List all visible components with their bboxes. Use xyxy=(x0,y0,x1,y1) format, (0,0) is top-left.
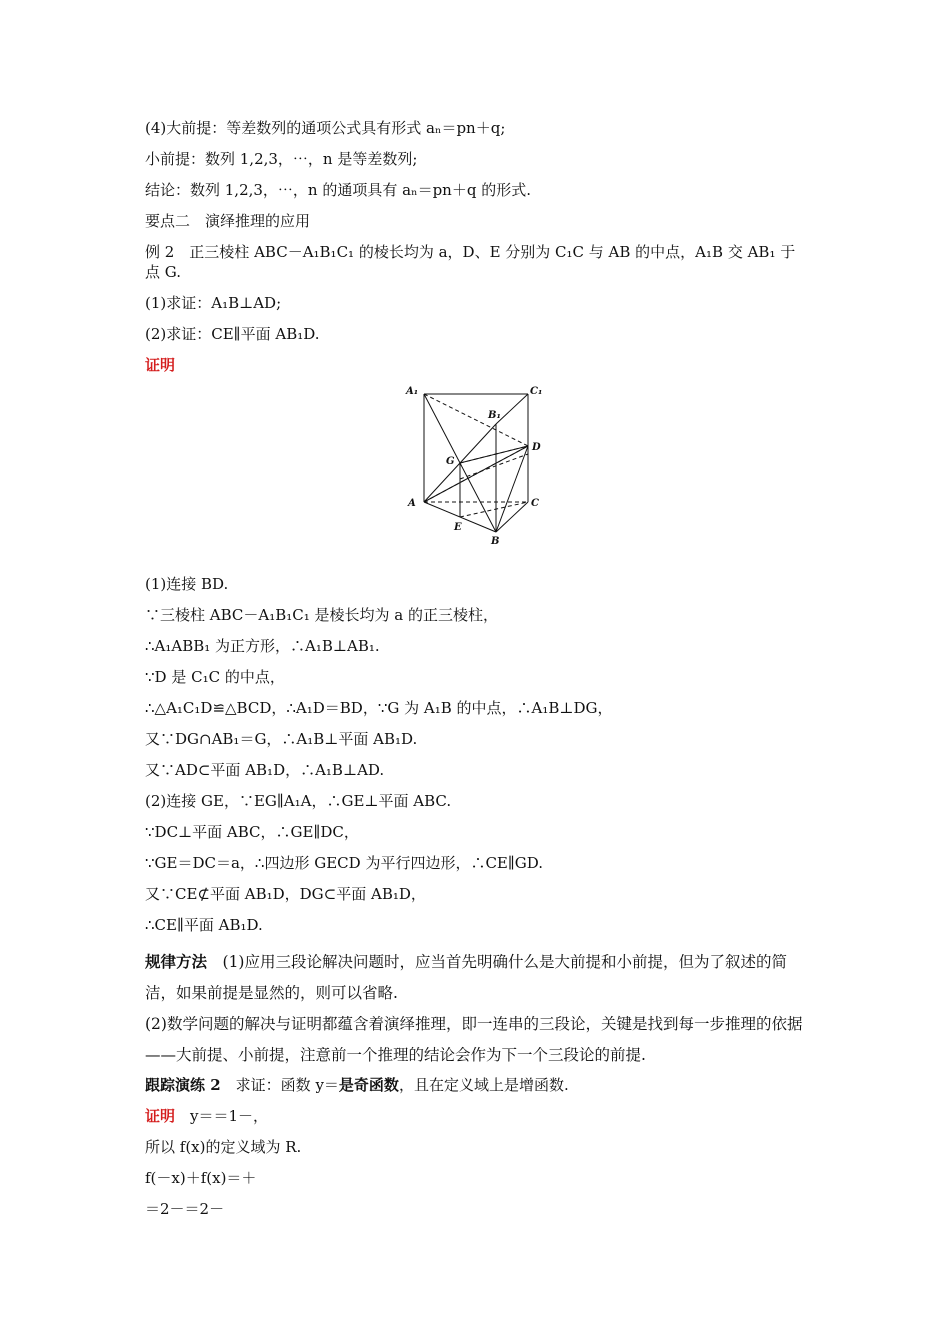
proof-line: ∵三棱柱 ABC－A₁B₁C₁ 是棱长均为 a 的正三棱柱， xyxy=(145,606,498,624)
proof-line: ∴CE∥平面 AB₁D. xyxy=(145,916,263,934)
task-1: (1)求证：A₁B⊥AD; xyxy=(145,294,282,312)
task-2: (2)求证：CE∥平面 AB₁D. xyxy=(145,325,320,343)
document-page xyxy=(145,118,810,1230)
proof-line: ∵GE＝DC＝a，∴四边形 GECD 为平行四边形，∴CE∥GD. xyxy=(145,854,544,872)
label-g: G xyxy=(446,456,455,467)
line-hidden-inner xyxy=(460,454,528,479)
prism-diagram xyxy=(400,384,560,552)
method-text-1: (1)应用三段论解决问题时，应当首先明确什么是大前提和小前提，但为了叙述的简洁，如果前提是显然的，则可以省略. xyxy=(145,953,787,1002)
proof-label: 证明 xyxy=(145,356,176,374)
label-e: E xyxy=(454,522,462,533)
practice-text-1: 求证：函数 y＝ xyxy=(235,1076,339,1094)
proof2-text: y＝＝1－， xyxy=(190,1107,269,1125)
proof-line: ∴A₁ABB₁ 为正方形，∴A₁B⊥AB₁. xyxy=(145,637,380,655)
proof-line: 又∵CE⊄平面 AB₁D，DG⊂平面 AB₁D， xyxy=(145,885,426,903)
proof-line: 又∵AD⊂平面 AB₁D，∴A₁B⊥AD. xyxy=(145,761,385,779)
tail-line: f(－x)＋f(x)＝＋ xyxy=(145,1169,257,1187)
line-gd-dash xyxy=(460,446,528,463)
conclusion: 结论：数列 1,2,3，⋯，n 的通项具有 aₙ＝pn＋q 的形式. xyxy=(145,181,531,199)
edge-bc xyxy=(496,502,528,532)
practice-label: 跟踪演练 2 xyxy=(145,1076,221,1094)
practice-line xyxy=(145,1075,810,1106)
tail-line: ＝2－＝2－ xyxy=(145,1200,225,1218)
example-2-statement: 例 2 正三棱柱 ABC－A₁B₁C₁ 的棱长均为 a，D、E 分别为 C₁C 与 AB 的中点，A₁B 交 AB₁ 于点 G. xyxy=(145,243,796,281)
premise-minor: 小前提：数列 1,2,3，⋯，n 是等差数列; xyxy=(145,150,418,168)
premise-major: (4)大前提：等差数列的通项公式具有形式 aₙ＝pn＋q; xyxy=(145,119,506,137)
label-a: A xyxy=(408,498,416,509)
label-d: D xyxy=(532,442,541,453)
method-label: 规律方法 xyxy=(145,952,208,971)
line-bd xyxy=(496,446,528,532)
proof-line: (2)连接 GE，∵EG∥A₁A，∴GE⊥平面 ABC. xyxy=(145,792,452,810)
proof-line: (1)连接 BD. xyxy=(145,575,229,593)
proof-line: ∴△A₁C₁D≌△BCD，∴A₁D＝BD，∵G 为 A₁B 的中点，∴A₁B⊥DG， xyxy=(145,699,613,717)
practice-text-2: ，且在定义域上是增函数. xyxy=(398,1076,569,1094)
proof-line: ∵DC⊥平面 ABC，∴GE∥DC， xyxy=(145,823,359,841)
label-b: B xyxy=(491,536,500,547)
proof2-label: 证明 xyxy=(145,1107,176,1125)
label-c: C xyxy=(531,498,539,509)
tail-line: 所以 f(x)的定义域为 R. xyxy=(145,1138,302,1156)
practice-bold: 是奇函数 xyxy=(338,1076,399,1094)
method-paragraph-1 xyxy=(145,946,810,1009)
prism-figure xyxy=(145,384,810,564)
line-a1d-hidden xyxy=(424,394,528,446)
label-b1: B₁ xyxy=(488,410,501,421)
label-c1: C₁ xyxy=(530,386,543,397)
proof-line: 又∵DG∩AB₁＝G，∴A₁B⊥平面 AB₁D. xyxy=(145,730,418,748)
proof2-line xyxy=(145,1106,810,1137)
label-a1: A₁ xyxy=(406,386,419,397)
proof-line: ∵D 是 C₁C 的中点， xyxy=(145,668,285,686)
line-ec-hidden xyxy=(460,502,528,517)
section-heading: 要点二 演绎推理的应用 xyxy=(145,212,311,230)
method-paragraph-2: (2)数学问题的解决与证明都蕴含着演绎推理，即一连串的三段论，关键是找到每一步推理的依据——大前提、小前提，注意前一个推理的结论会作为下一个三段论的前提. xyxy=(145,1015,803,1064)
